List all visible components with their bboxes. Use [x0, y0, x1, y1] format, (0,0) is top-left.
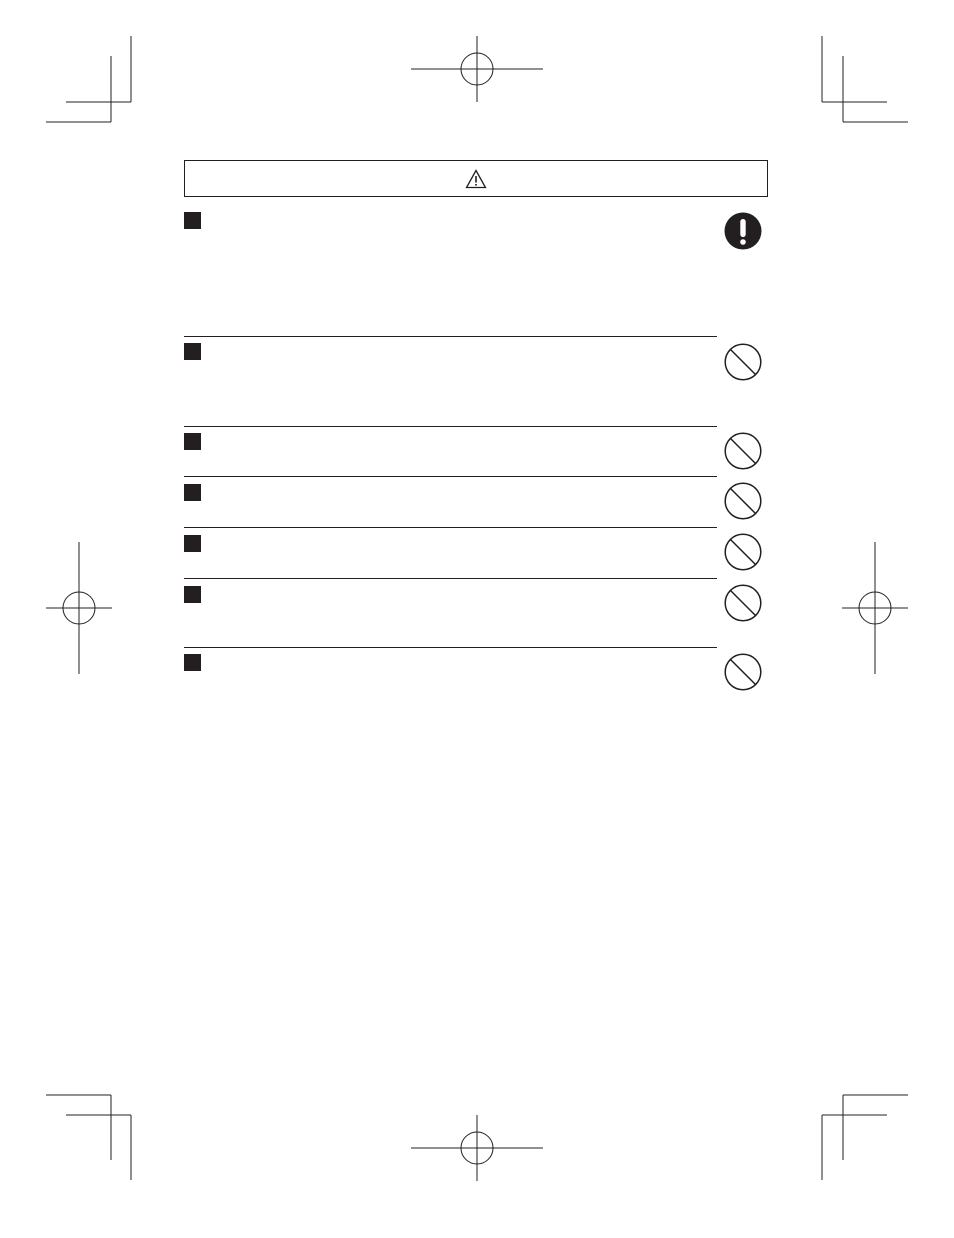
- item-bullet: [184, 484, 201, 501]
- crop-mark-bottom-right: [822, 1095, 908, 1180]
- registration-mark-top: [411, 36, 543, 102]
- prohibition-icon: [724, 343, 762, 381]
- warning-triangle-icon: [465, 169, 487, 189]
- divider-line: [184, 336, 717, 337]
- mandatory-action-icon: [724, 212, 762, 250]
- warning-header: [184, 160, 768, 197]
- crop-mark-top-left: [46, 36, 131, 122]
- item-bullet: [184, 212, 201, 229]
- divider-line: [184, 527, 717, 528]
- prohibition-icon: [724, 653, 762, 691]
- item-bullet: [184, 654, 201, 671]
- divider-line: [184, 426, 717, 427]
- item-bullet: [184, 343, 201, 360]
- item-bullet: [184, 586, 201, 603]
- divider-line: [184, 476, 717, 477]
- prohibition-icon: [724, 482, 762, 520]
- crop-mark-top-right: [822, 36, 908, 122]
- prohibition-icon: [724, 533, 762, 571]
- registration-mark-left: [46, 542, 112, 674]
- prohibition-icon: [724, 432, 762, 470]
- item-bullet: [184, 535, 201, 552]
- registration-mark-bottom: [411, 1115, 543, 1181]
- registration-mark-right: [842, 542, 908, 674]
- crop-mark-bottom-left: [46, 1095, 131, 1180]
- item-bullet: [184, 433, 201, 450]
- divider-line: [184, 578, 717, 579]
- prohibition-icon: [724, 584, 762, 622]
- divider-line: [184, 647, 717, 648]
